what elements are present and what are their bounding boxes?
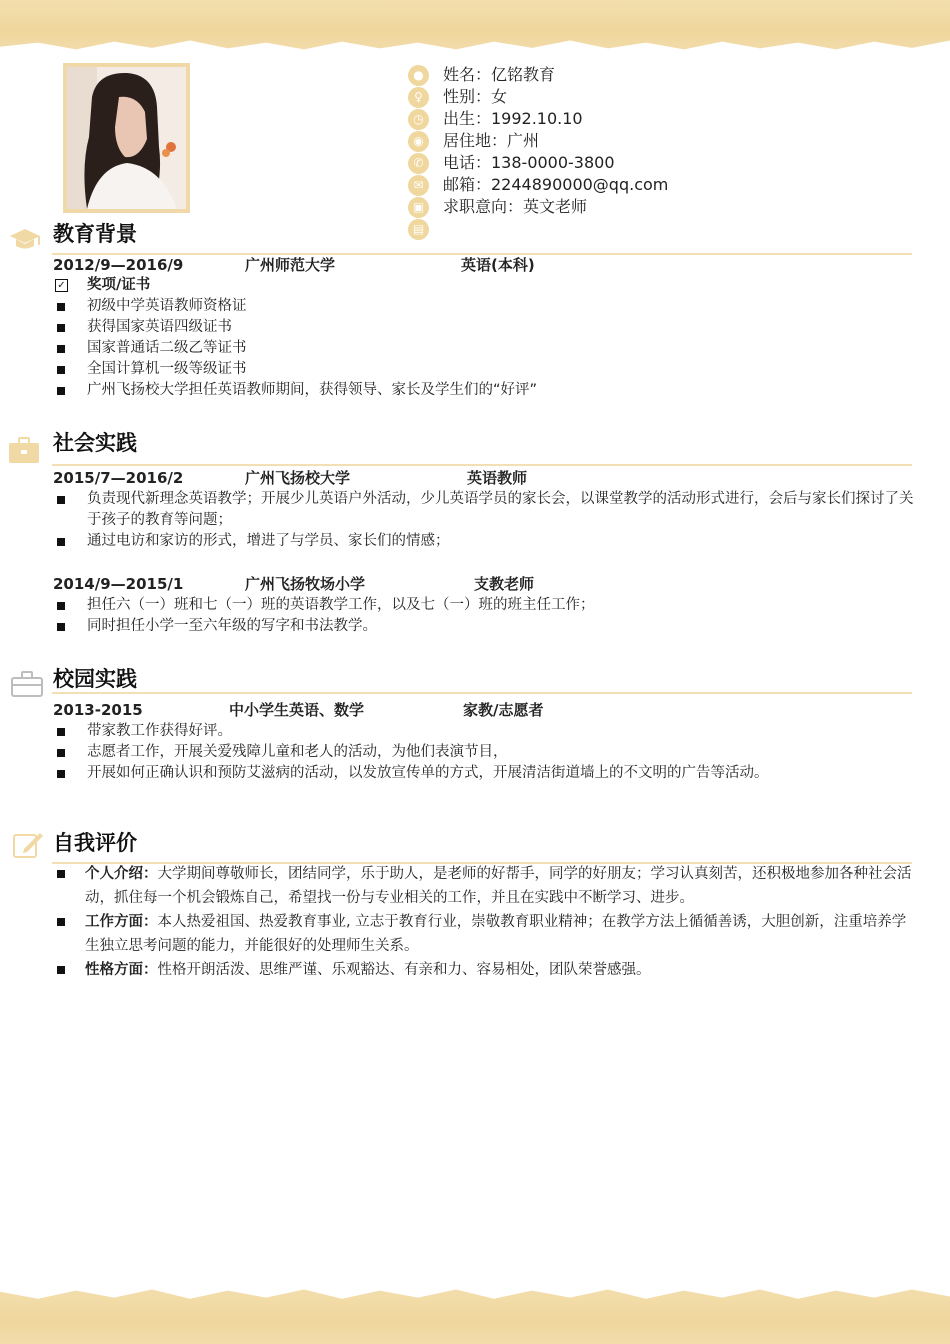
list-item: 初级中学英语教师资格证 [55,296,915,317]
bottom-decorative-band [0,1286,950,1344]
clipboard-icon: ▤ [408,219,429,240]
list-item: 通过电访和家访的形式，增进了与学员、家长们的情感； [55,531,915,552]
bullet-icon [57,345,65,353]
campus-items [55,721,915,784]
info-row-email: ✉ 邮箱：2244890000@qq.com [405,174,668,196]
education-major: 英语(本科) [461,256,535,274]
mail-icon: ✉ [408,175,429,196]
education-period: 2012/9—2016/9 [53,256,184,274]
list-item: 广州飞扬校大学担任英语教师期间，获得领导、家长及学生们的“好评” [55,380,915,401]
info-row-name: ● 姓名：亿铭教育 [405,64,668,86]
info-row-birth: ◷ 出生：1992.10.10 [405,108,668,130]
self-title: 自我评价 [53,831,137,855]
briefcase-icon: ▣ [408,197,429,218]
user-icon: ● [408,65,429,86]
clock-icon: ◷ [408,109,429,130]
pencil-edit-icon [12,830,44,860]
bullet-icon [57,918,65,926]
bullet-icon [57,496,65,504]
social-entry-1-period: 2015/7—2016/2 [53,469,184,487]
social-entry-1-items [55,489,915,552]
info-row-gender: ♀ 性别：女 [405,86,668,108]
list-item: 国家普通话二级乙等证书 [55,338,915,359]
bullet-icon [57,324,65,332]
info-row-extra [405,218,668,240]
top-decorative-band [0,0,950,52]
checkbox-icon: ✓ [55,279,68,292]
education-title: 教育背景 [53,222,137,246]
list-item: 带家教工作获得好评。 [55,721,915,742]
social-entry-2-role: 支教老师 [474,575,535,593]
list-item: 负责现代新理念英语教学；开展少儿英语户外活动，少儿英语学员的家长会，以课堂教学的活动形式进行，会后与家长们探讨了关于孩子的教育等问题； [55,489,915,531]
briefcase-outline-icon [10,670,44,698]
bullet-icon [57,728,65,736]
bullet-icon [57,770,65,778]
list-item: 性格方面：性格开朗活泼、思维严谨、乐观豁达、有亲和力、容易相处，团队荣誉感强。 [55,958,917,982]
info-row-phone: ✆ 电话：138-0000-3800 [405,152,668,174]
location-icon: ◉ [408,131,429,152]
campus-role: 家教/志愿者 [463,701,544,719]
list-item: 担任六（一）班和七（一）班的英语教学工作，以及七（一）班的班主任工作； [55,595,915,616]
bullet-icon [57,303,65,311]
bullet-icon [57,366,65,374]
personal-info [405,64,668,240]
list-item: 获得国家英语四级证书 [55,317,915,338]
awards-heading: ✓ 奖项/证书 [55,275,915,296]
bag-icon [8,436,40,464]
profile-photo [63,63,190,213]
social-title: 社会实践 [53,431,137,455]
education-awards [55,275,915,401]
social-entry-1-role: 英语教师 [467,469,528,487]
bullet-icon [57,870,65,878]
social-entry-2-period: 2014/9—2015/1 [53,575,184,593]
list-item: 志愿者工作，开展关爱残障儿童和老人的活动，为他们表演节目， [55,742,915,763]
campus-period: 2013-2015 [53,701,143,719]
social-entry-2-items [55,595,915,637]
gender-icon: ♀ [408,87,429,108]
graduation-cap-icon [8,225,42,253]
list-item: 同时担任小学一至六年级的写字和书法教学。 [55,616,915,637]
education-school: 广州师范大学 [245,256,336,274]
phone-icon: ✆ [408,153,429,174]
list-item: 开展如何正确认识和预防艾滋病的活动，以发放宣传单的方式，开展清洁街道墙上的不文明的广告等活动。 [55,763,915,784]
bullet-icon [57,623,65,631]
self-items [55,862,917,982]
social-entry-1-org: 广州飞扬校大学 [245,469,351,487]
info-row-objective: ▣ 求职意向：英文老师 [405,196,668,218]
list-item: 全国计算机一级等级证书 [55,359,915,380]
campus-title: 校园实践 [53,667,137,691]
bullet-icon [57,749,65,757]
bullet-icon [57,538,65,546]
bullet-icon [57,387,65,395]
list-item: 工作方面：本人热爱祖国、热爱教育事业, 立志于教育行业，崇敬教育职业精神；在教学方法上循循善诱，大胆创新，注重培养学生独立思考问题的能力，并能很好的处理师生关系。 [55,910,917,958]
info-row-residence: ◉ 居住地：广州 [405,130,668,152]
list-item: 个人介绍：大学期间尊敬师长，团结同学，乐于助人，是老师的好帮手，同学的好朋友；学习认真刻苦，还积极地参加各种社会活动，抓住每一个机会锻炼自己，希望找一份与专业相关的工作，并且在实践中不断学习、进步。 [55,862,917,910]
bullet-icon [57,602,65,610]
bullet-icon [57,966,65,974]
social-divider [52,464,912,466]
social-entry-2-org: 广州飞扬牧场小学 [245,575,366,593]
campus-subject: 中小学生英语、数学 [229,701,365,719]
campus-divider [52,692,912,694]
